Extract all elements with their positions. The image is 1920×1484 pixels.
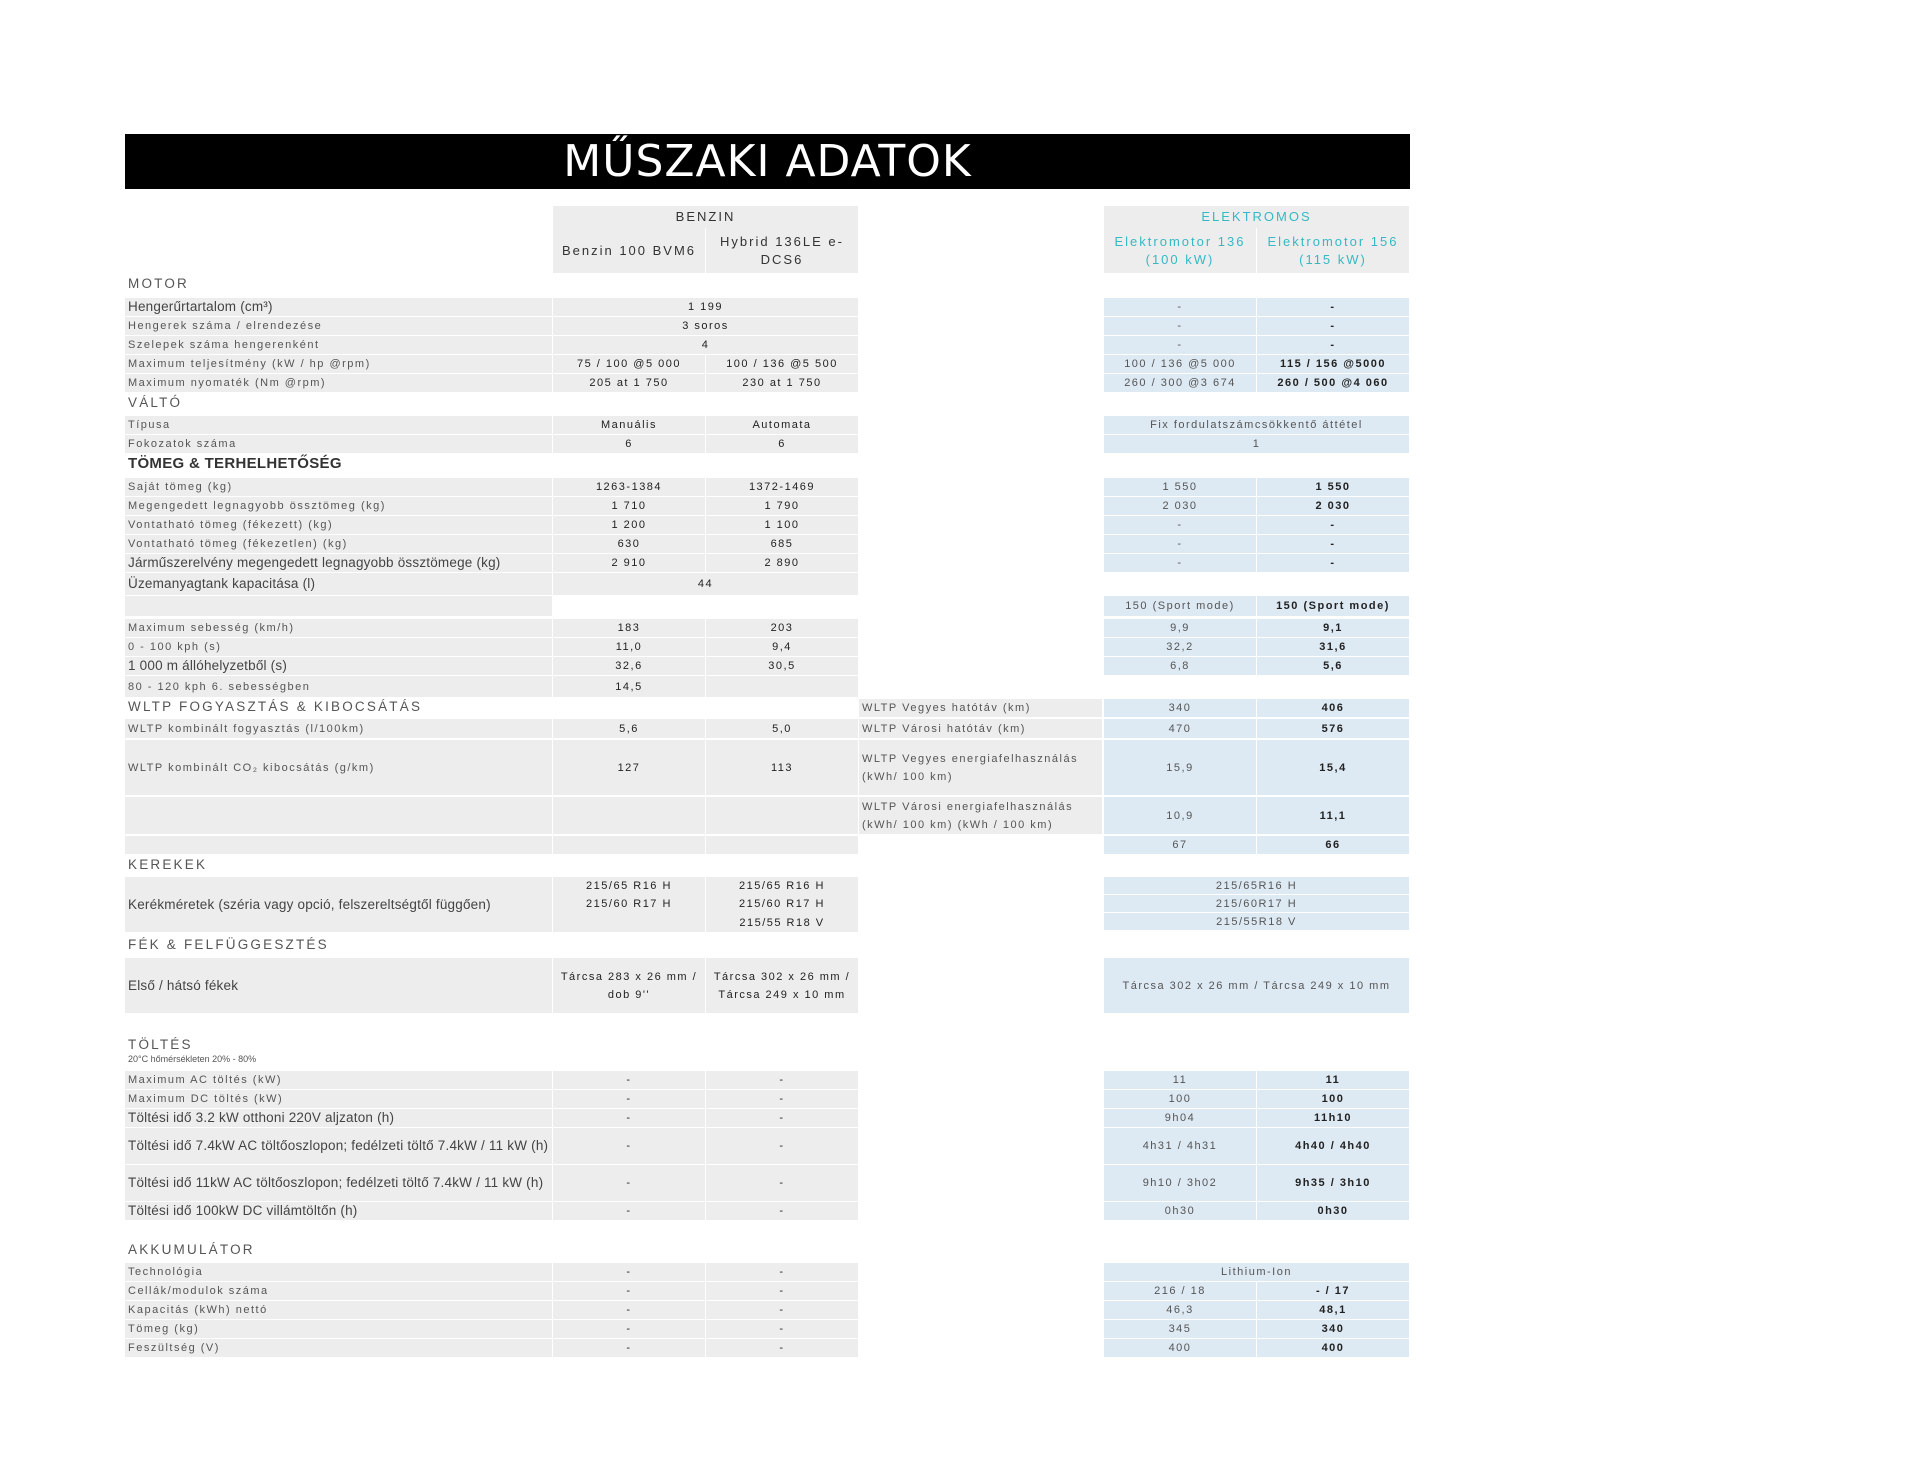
- electric-156-value: 5,6: [1257, 657, 1409, 675]
- electric-136-value: 9h04: [1104, 1109, 1256, 1127]
- hybrid-value: 113: [706, 740, 858, 795]
- row-label: [125, 797, 552, 834]
- benzin-value: -: [553, 1320, 705, 1338]
- benzin-value: 32,6: [553, 657, 705, 675]
- electric-156-value: 576: [1257, 719, 1409, 738]
- benzin-value: 4: [553, 336, 858, 354]
- electric-156-value: -: [1257, 535, 1409, 553]
- benzin-value: 44: [553, 573, 858, 595]
- benzin-value: 5,6: [553, 719, 705, 738]
- electric-136-value: 9,9: [1104, 619, 1256, 637]
- electric-136-value: 340: [1104, 699, 1256, 717]
- electric-156-value: 11h10: [1257, 1109, 1409, 1127]
- benzin-value: 2 910: [553, 554, 705, 572]
- benzin-value: -: [553, 1202, 705, 1220]
- hybrid-value: Tárcsa 302 x 26 mm / Tárcsa 249 x 10 mm: [706, 958, 858, 1013]
- row-label: Maximum nyomaték (Nm @rpm): [125, 374, 552, 392]
- row-label: Járműszerelvény megengedett legnagyobb össztömege (kg): [125, 554, 552, 572]
- benzin-value: 205 at 1 750: [553, 374, 705, 392]
- benzin-value: -: [553, 1165, 705, 1201]
- electric-156-value: 260 / 500 @4 060: [1257, 374, 1409, 392]
- row-label: Kerékméretek (széria vagy opció, felszereltségtől függően): [125, 877, 552, 932]
- table-cell: 215/60 R17 H: [553, 895, 705, 913]
- electric-136-value: -: [1104, 554, 1256, 572]
- electric-136-value: 345: [1104, 1320, 1256, 1338]
- row-label: Fokozatok száma: [125, 435, 552, 453]
- row-label: Vontatható tömeg (fékezetlen) (kg): [125, 535, 552, 553]
- table-cell: [553, 913, 705, 932]
- electric-156-value: 0h30: [1257, 1202, 1409, 1220]
- row-label: WLTP kombinált fogyasztás (l/100km): [125, 719, 552, 738]
- electric-136-value: 470: [1104, 719, 1256, 738]
- section-heading: TÖLTÉS: [128, 1037, 193, 1052]
- benzin-col2-header: Hybrid 136LE e-DCS6: [706, 228, 858, 273]
- electric-136-value: 1 550: [1104, 478, 1256, 496]
- benzin-value: -: [553, 1128, 705, 1164]
- electric-156-value: 406: [1257, 699, 1409, 717]
- row-label: Üzemanyagtank kapacitása (l): [125, 573, 552, 595]
- benzin-value: 1263-1384: [553, 478, 705, 496]
- row-label: [125, 596, 552, 616]
- electric-136-value: -: [1104, 298, 1256, 316]
- hybrid-value: 1 100: [706, 516, 858, 534]
- benzin-value: 3 soros: [553, 317, 858, 335]
- electric-156-value: 2 030: [1257, 497, 1409, 515]
- table-cell: [553, 836, 705, 854]
- hybrid-value: 2 890: [706, 554, 858, 572]
- electric-156-value: 115 / 156 @5000: [1257, 355, 1409, 373]
- benzin-value: -: [553, 1282, 705, 1300]
- electric-136-value: 0h30: [1104, 1202, 1256, 1220]
- wltp-electric-label: WLTP Vegyes hatótáv (km): [859, 699, 1102, 717]
- electric-value: Tárcsa 302 x 26 mm / Tárcsa 249 x 10 mm: [1104, 958, 1409, 1013]
- table-cell: 215/55R18 V: [1104, 913, 1409, 930]
- electric-156-value: 150 (Sport mode): [1257, 596, 1409, 616]
- row-label: Feszültség (V): [125, 1339, 552, 1357]
- table-cell: [706, 797, 858, 834]
- electric-156-value: - / 17: [1257, 1282, 1409, 1300]
- hybrid-value: 9,4: [706, 638, 858, 656]
- table-cell: 215/65 R16 H: [706, 877, 858, 895]
- hybrid-value: -: [706, 1128, 858, 1164]
- benzin-value: Tárcsa 283 x 26 mm / dob 9'': [553, 958, 705, 1013]
- electric-136-value: 67: [1104, 836, 1256, 854]
- table-cell: 215/60 R17 H: [706, 895, 858, 913]
- electric-156-value: 340: [1257, 1320, 1409, 1338]
- table-cell: 215/60R17 H: [1104, 895, 1409, 912]
- row-label: 1 000 m állóhelyzetből (s): [125, 657, 552, 675]
- electric-136-value: 400: [1104, 1339, 1256, 1357]
- row-label: Hengerek száma / elrendezése: [125, 317, 552, 335]
- hybrid-value: 1372-1469: [706, 478, 858, 496]
- benzin-value: -: [553, 1090, 705, 1108]
- electric-156-value: 9h35 / 3h10: [1257, 1165, 1409, 1201]
- row-label: Típusa: [125, 416, 552, 434]
- benzin-value: -: [553, 1263, 705, 1281]
- hybrid-value: Automata: [706, 416, 858, 434]
- row-label: Töltési idő 7.4kW AC töltőoszlopon; fedélzeti töltő 7.4kW / 11 kW (h): [125, 1128, 552, 1164]
- electric-156-value: 66: [1257, 836, 1409, 854]
- electric-136-value: 260 / 300 @3 674: [1104, 374, 1256, 392]
- electric-156-value: 400: [1257, 1339, 1409, 1357]
- table-cell: [553, 797, 705, 834]
- wltp-electric-label: WLTP Városi energiafelhasználás (kWh/ 100 km) (kWh / 100 km): [859, 797, 1102, 834]
- electric-value: Lithium-Ion: [1104, 1263, 1409, 1281]
- electric-156-value: -: [1257, 336, 1409, 354]
- electric-136-value: -: [1104, 317, 1256, 335]
- hybrid-value: -: [706, 1282, 858, 1300]
- electric-136-value: 6,8: [1104, 657, 1256, 675]
- electric-136-value: 15,9: [1104, 740, 1256, 795]
- section-heading: AKKUMULÁTOR: [128, 1242, 255, 1257]
- row-label: Töltési idő 3.2 kW otthoni 220V aljzaton (h): [125, 1109, 552, 1127]
- electric-136-value: 32,2: [1104, 638, 1256, 656]
- hybrid-value: 100 / 136 @5 500: [706, 355, 858, 373]
- electric-156-value: 9,1: [1257, 619, 1409, 637]
- benzin-value: 1 710: [553, 497, 705, 515]
- section-heading: MOTOR: [128, 276, 189, 291]
- electric-136-value: -: [1104, 535, 1256, 553]
- electric-156-value: -: [1257, 516, 1409, 534]
- electric-136-value: 9h10 / 3h02: [1104, 1165, 1256, 1201]
- benzin-value: Manuális: [553, 416, 705, 434]
- hybrid-value: -: [706, 1165, 858, 1201]
- table-cell: 215/65R16 H: [1104, 877, 1409, 894]
- electric-136-value: 216 / 18: [1104, 1282, 1256, 1300]
- page-title: MŰSZAKI ADATOK: [563, 136, 972, 187]
- row-label: Kapacitás (kWh) nettó: [125, 1301, 552, 1319]
- row-label: Technológia: [125, 1263, 552, 1281]
- row-label: [125, 836, 552, 854]
- electric-156-value: 100: [1257, 1090, 1409, 1108]
- electric-136-value: 100 / 136 @5 000: [1104, 355, 1256, 373]
- section-heading: FÉK & FELFÜGGESZTÉS: [128, 937, 329, 952]
- electric-156-value: -: [1257, 317, 1409, 335]
- row-label: Maximum AC töltés (kW): [125, 1071, 552, 1089]
- electric-value: Fix fordulatszámcsökkentő áttétel: [1104, 416, 1409, 434]
- benzin-header: BENZIN: [553, 206, 858, 228]
- charging-note: 20°C hőmérsékleten 20% - 80%: [128, 1054, 257, 1064]
- hybrid-value: 230 at 1 750: [706, 374, 858, 392]
- row-label: Vontatható tömeg (fékezett) (kg): [125, 516, 552, 534]
- section-heading: KEREKEK: [128, 857, 208, 872]
- table-cell: [706, 676, 858, 697]
- section-heading: VÁLTÓ: [128, 395, 183, 410]
- benzin-value: 1 199: [553, 298, 858, 316]
- row-label: Szelepek száma hengerenként: [125, 336, 552, 354]
- elek-col1-header: Elektromotor 136 (100 kW): [1104, 228, 1256, 273]
- benzin-value: -: [553, 1109, 705, 1127]
- benzin-col1-header: Benzin 100 BVM6: [553, 228, 705, 273]
- hybrid-value: -: [706, 1301, 858, 1319]
- row-label: 0 - 100 kph (s): [125, 638, 552, 656]
- hybrid-value: -: [706, 1263, 858, 1281]
- electric-156-value: 1 550: [1257, 478, 1409, 496]
- row-label: Cellák/modulok száma: [125, 1282, 552, 1300]
- table-cell: 215/65 R16 H: [553, 877, 705, 895]
- benzin-value: 6: [553, 435, 705, 453]
- electric-156-value: 15,4: [1257, 740, 1409, 795]
- electric-136-value: -: [1104, 516, 1256, 534]
- electric-156-value: 48,1: [1257, 1301, 1409, 1319]
- table-cell: 215/55 R18 V: [706, 913, 858, 932]
- electric-136-value: 100: [1104, 1090, 1256, 1108]
- hybrid-value: 6: [706, 435, 858, 453]
- row-label: Töltési idő 11kW AC töltőoszlopon; fedélzeti töltő 7.4kW / 11 kW (h): [125, 1165, 552, 1201]
- row-label: Hengerűrtartalom (cm³): [125, 298, 552, 316]
- electric-156-value: -: [1257, 554, 1409, 572]
- benzin-value: 75 / 100 @5 000: [553, 355, 705, 373]
- benzin-value: -: [553, 1339, 705, 1357]
- electric-136-value: 46,3: [1104, 1301, 1256, 1319]
- hybrid-value: -: [706, 1202, 858, 1220]
- hybrid-value: -: [706, 1320, 858, 1338]
- row-label: Megengedett legnagyobb össztömeg (kg): [125, 497, 552, 515]
- benzin-value: -: [553, 1071, 705, 1089]
- benzin-value: 630: [553, 535, 705, 553]
- section-heading: TÖMEG & TERHELHETŐSÉG: [128, 455, 342, 472]
- row-label: 80 - 120 kph 6. sebességben: [125, 676, 552, 697]
- wltp-electric-label: WLTP Vegyes energiafelhasználás (kWh/ 100 km): [859, 740, 1102, 795]
- hybrid-value: -: [706, 1339, 858, 1357]
- row-label: Maximum DC töltés (kW): [125, 1090, 552, 1108]
- row-label: Maximum sebesség (km/h): [125, 619, 552, 637]
- benzin-value: 11,0: [553, 638, 705, 656]
- benzin-value: 1 200: [553, 516, 705, 534]
- electric-136-value: 2 030: [1104, 497, 1256, 515]
- hybrid-value: -: [706, 1071, 858, 1089]
- electric-136-value: 4h31 / 4h31: [1104, 1128, 1256, 1164]
- benzin-value: 183: [553, 619, 705, 637]
- elek-col2-header: Elektromotor 156 (115 kW): [1257, 228, 1409, 273]
- row-label: Tömeg (kg): [125, 1320, 552, 1338]
- row-label: Töltési idő 100kW DC villámtöltőn (h): [125, 1202, 552, 1220]
- row-label: Első / hátsó fékek: [125, 958, 552, 1013]
- table-cell: [706, 836, 858, 854]
- hybrid-value: 1 790: [706, 497, 858, 515]
- electric-156-value: 4h40 / 4h40: [1257, 1128, 1409, 1164]
- hybrid-value: 685: [706, 535, 858, 553]
- electric-156-value: 11: [1257, 1071, 1409, 1089]
- electric-156-value: -: [1257, 298, 1409, 316]
- elektromos-header: ELEKTROMOS: [1104, 206, 1409, 228]
- electric-156-value: 31,6: [1257, 638, 1409, 656]
- benzin-value: -: [553, 1301, 705, 1319]
- benzin-value: 127: [553, 740, 705, 795]
- row-label: Maximum teljesítmény (kW / hp @rpm): [125, 355, 552, 373]
- row-label: WLTP kombinált CO₂ kibocsátás (g/km): [125, 740, 552, 795]
- electric-136-value: 11: [1104, 1071, 1256, 1089]
- electric-value: 1: [1104, 435, 1409, 453]
- row-label: Saját tömeg (kg): [125, 478, 552, 496]
- hybrid-value: -: [706, 1109, 858, 1127]
- hybrid-value: 203: [706, 619, 858, 637]
- benzin-value: 14,5: [553, 676, 705, 697]
- section-heading: WLTP FOGYASZTÁS & KIBOCSÁTÁS: [128, 699, 423, 714]
- title-banner: [125, 134, 1410, 189]
- hybrid-value: -: [706, 1090, 858, 1108]
- electric-156-value: 11,1: [1257, 797, 1409, 834]
- hybrid-value: 5,0: [706, 719, 858, 738]
- electric-136-value: 10,9: [1104, 797, 1256, 834]
- wltp-electric-label: WLTP Városi hatótáv (km): [859, 719, 1102, 738]
- hybrid-value: 30,5: [706, 657, 858, 675]
- electric-136-value: -: [1104, 336, 1256, 354]
- electric-136-value: 150 (Sport mode): [1104, 596, 1256, 616]
